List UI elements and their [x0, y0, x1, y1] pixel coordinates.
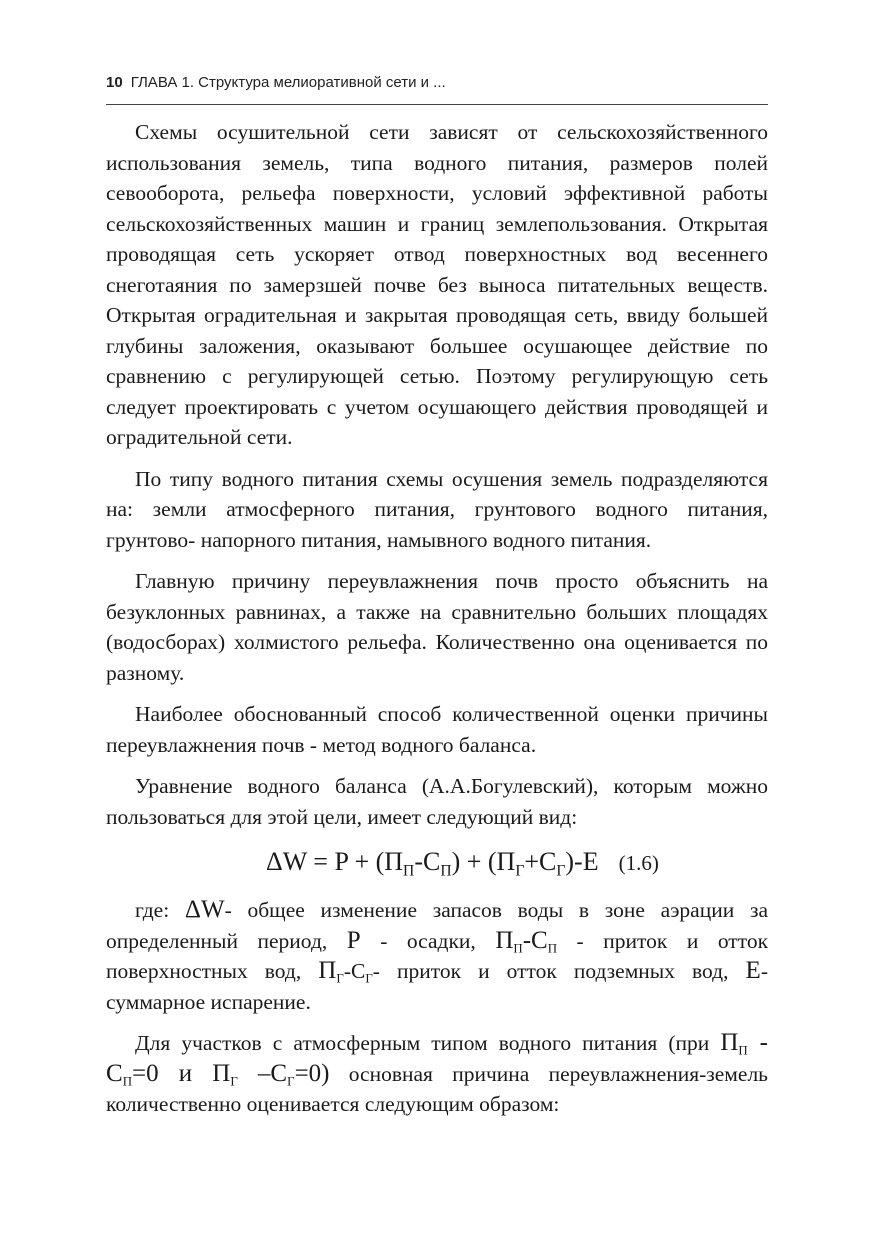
- page-body: [106, 117, 768, 1131]
- paragraph-drainage-schemes: Схемы осушительной сети зависят от сельскохозяйственного использования земель, типа водного питания, размеров полей севооборота, рельефа поверхности, условий эффективной работы сельскохозяйственных машин и границ землепользования. Открытая проводящая сеть ускоряет отвод поверхностных вод весеннего снеготаяния по замерзшей почве без выноса питательных веществ. Открытая оградительная и закрытая проводящая сеть, ввиду большей глубины заложения, оказывают большее осушающее действие по сравнению с регулирующей сетью. Поэтому регулирующую сеть следует проектировать с учетом осушающего действия проводящей и оградительной сети.: [106, 120, 768, 449]
- page-header: [106, 74, 768, 104]
- page-number: 10: [106, 74, 123, 91]
- chapter-title: ГЛАВА 1. Структура мелиоративной сети и ...: [130, 74, 446, 91]
- equation-number: (1.6): [618, 851, 659, 875]
- paragraph-water-balance-method: Наиболее обоснованный способ количественной оценки причины переувлажнения почв - метод водного баланса.: [106, 702, 768, 757]
- header-rule: [106, 104, 768, 105]
- paragraph-water-supply-types: По типу водного питания схемы осушения земель подразделяются на: земли атмосферного питания, грунтового водного питания, грунтово- напорного питания, намывного водного питания.: [106, 466, 768, 552]
- paragraph-where-definitions: где: ΔW- общее изменение запасов воды в зоне аэрации за определенный период, Р - осадки, $П_П-С_П$ - приток и отток поверхностных вод, $П_Г-С_Г-$ приток и отток подземных вод, Е- суммарное испарение.: [106, 896, 769, 1014]
- water-balance-equation: $\Delta W = P + (П_П-С_П) + (П_Г+С_Г)-Е$ (1.6): [266, 847, 659, 880]
- paragraph-atmospheric-areas: Для участков с атмосферным типом водного питания (при $П_П - С_П=0$ и $П_Г$ $-С_Г=0$) основная причина переувлажнения-земель количественно оценивается следующим образом:: [106, 1029, 768, 1116]
- paragraph-main-cause: Главную причину переувлажнения почв просто объяснить на безуклонных равнинах, а также на сравнительно больших площадях (водосборах) холмистого рельефа. Количественно она оценивается по разному.: [106, 569, 768, 685]
- paragraph-equation-intro: Уравнение водного баланса (А.А.Богулевский), которым можно пользоваться для этой цели, имеет следующий вид:: [106, 774, 768, 829]
